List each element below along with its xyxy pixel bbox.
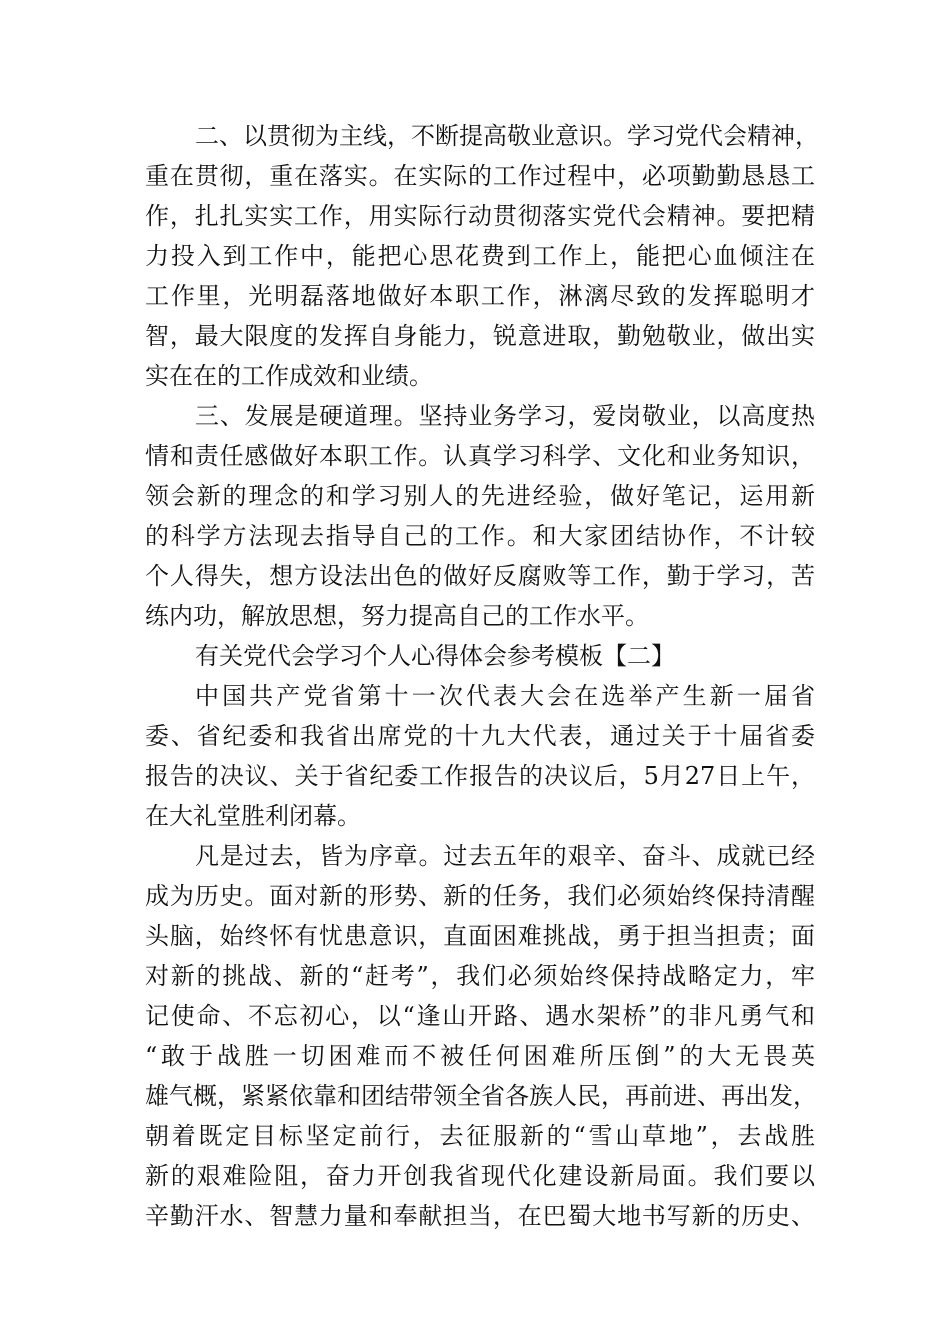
text-line: 新的艰难险阻，奋力开创我省现代化建设新局面。我们要以: [145, 1162, 815, 1190]
document-body: [145, 116, 819, 1236]
text-line: 重在贯彻，重在落实。在实际的工作过程中，必项勤勤恳恳工: [145, 162, 815, 190]
text-line: 报告的决议、关于省纪委工作报告的决议后，5月27日上午，: [145, 762, 815, 790]
text-line: 二、以贯彻为主线，不断提高敬业意识。学习党代会精神，: [195, 122, 819, 150]
text-line: 领会新的理念的和学习别人的先进经验，做好笔记，运用新: [145, 482, 815, 510]
text-line: 头脑，始终怀有忧患意识，直面困难挑战，勇于担当担责；面: [145, 922, 815, 950]
text-line: 委、省纪委和我省出席党的十九大代表，通过关于十届省委: [145, 722, 815, 750]
text-line: 的科学方法现去指导自己的工作。和大家团结协作，不计较: [145, 522, 815, 550]
text-line: 辛勤汗水、智慧力量和奉献担当，在巴蜀大地书写新的历史、: [145, 1202, 815, 1230]
text-line: 练内功，解放思想，努力提高自己的工作水平。: [145, 602, 649, 630]
text-line: 个人得失，想方设法出色的做好反腐败等工作，勤于学习，苦: [145, 562, 815, 590]
text-line: 作，扎扎实实工作，用实际行动贯彻落实党代会精神。要把精: [145, 202, 815, 230]
section-heading: 有关党代会学习个人心得体会参考模板【二】: [195, 642, 675, 670]
text-line: 情和责任感做好本职工作。认真学习科学、文化和业务知识，: [145, 442, 815, 470]
text-line: 实在在的工作成效和业绩。: [145, 362, 433, 390]
text-line: 朝着既定目标坚定前行，去征服新的“雪山草地”，去战胜: [145, 1122, 815, 1150]
text-line: 对新的挑战、新的“赶考”，我们必须始终保持战略定力，牢: [145, 962, 815, 990]
text-line: 雄气概，紧紧依靠和团结带领全省各族人民，再前进、再出发，: [145, 1082, 817, 1110]
text-line: 智，最大限度的发挥自身能力，锐意进取，勤勉敬业，做出实: [145, 322, 815, 350]
text-line: 成为历史。面对新的形势、新的任务，我们必须始终保持清醒: [145, 882, 815, 910]
text-line: 三、发展是硬道理。坚持业务学习，爱岗敬业，以高度热: [195, 402, 815, 430]
text-line: 工作里，光明磊落地做好本职工作，淋漓尽致的发挥聪明才: [145, 282, 815, 310]
text-line: 在大礼堂胜利闭幕。: [145, 802, 361, 830]
text-line: 力投入到工作中，能把心思花费到工作上，能把心血倾注在: [145, 242, 815, 270]
text-line: 凡是过去，皆为序章。过去五年的艰辛、奋斗、成就已经: [195, 842, 815, 870]
text-line: 中国共产党省第十一次代表大会在选举产生新一届省: [195, 682, 815, 710]
text-line: 记使命、不忘初心，以“逢山开路、遇水架桥”的非凡勇气和: [145, 1002, 815, 1030]
text-line: “敢于战胜一切困难而不被任何困难所压倒”的大无畏英: [145, 1042, 815, 1070]
